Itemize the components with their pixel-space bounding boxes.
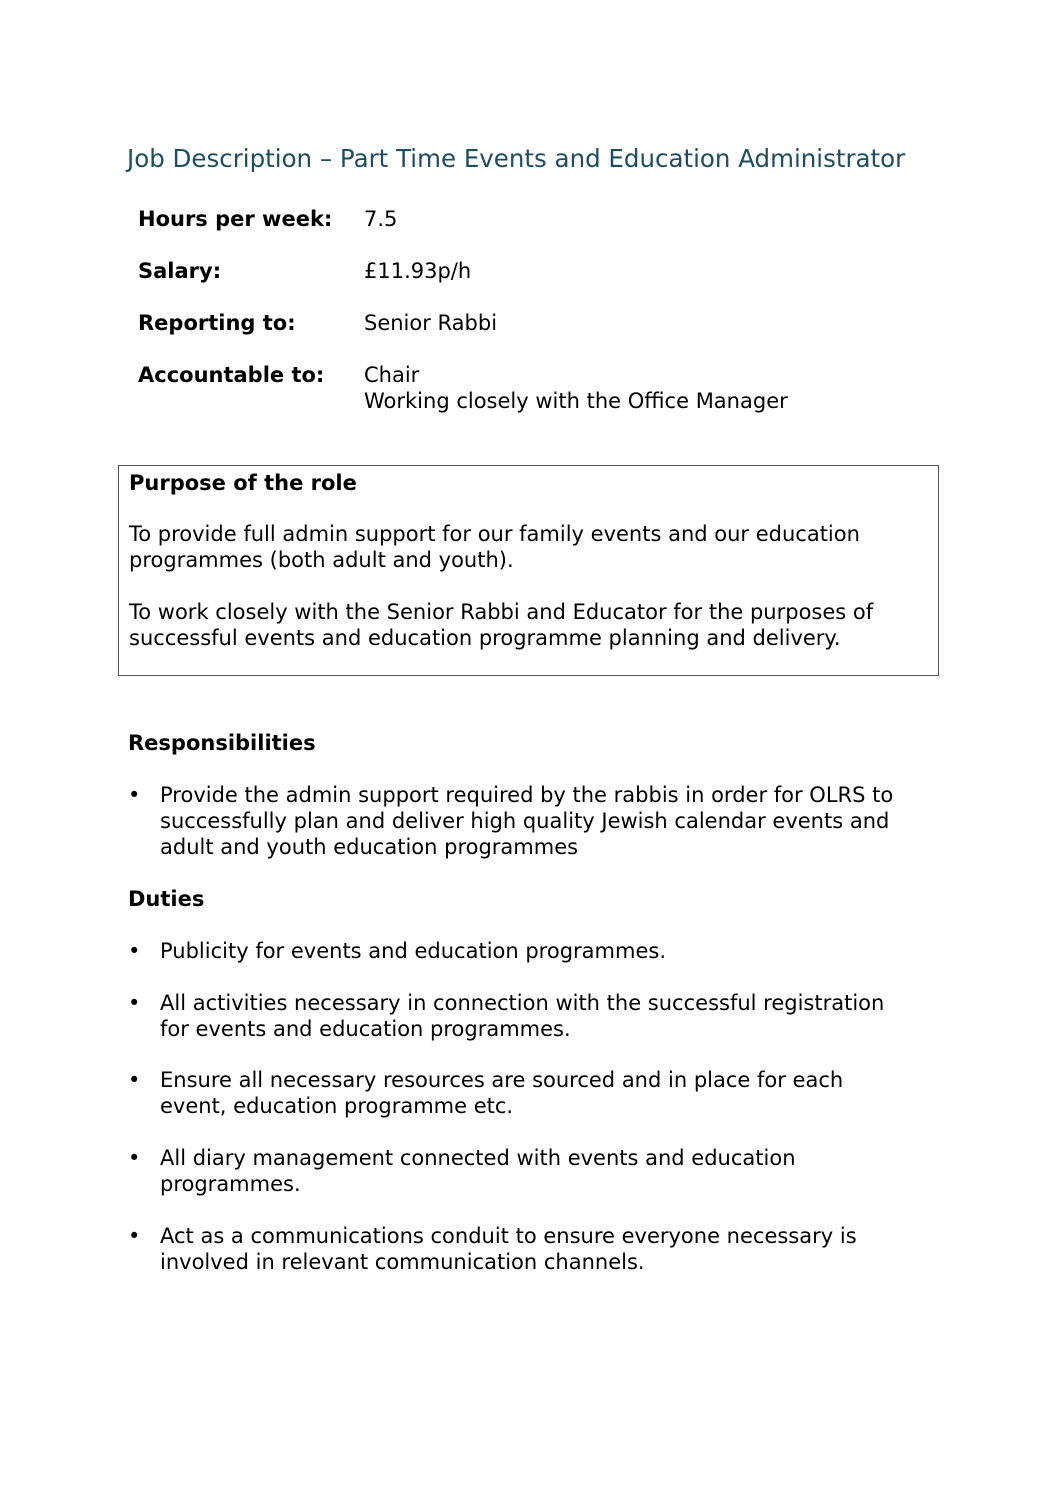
list-item-line: involved in relevant communication channels. [160, 1250, 645, 1274]
list-item-text [160, 990, 920, 1042]
list-item-line: All activities necessary in connection with the successful registration [160, 991, 885, 1015]
list-item-line: for events and education programmes. [160, 1017, 571, 1041]
list-item-line: Publicity for events and education programmes. [160, 939, 666, 963]
info-value-line: Chair [364, 363, 420, 387]
purpose-paragraph [129, 599, 929, 651]
paragraph-line: programmes (both adult and youth). [129, 548, 514, 572]
list-item-line: Ensure all necessary resources are sourced and in place for each [160, 1068, 844, 1092]
info-value [364, 362, 788, 414]
info-value [364, 206, 397, 232]
list-item-line: Provide the admin support required by the rabbis in order for OLRS to [160, 783, 894, 807]
purpose-box [118, 465, 939, 676]
duties-heading: Duties [128, 887, 205, 911]
list-item-line: successfully plan and deliver high quality Jewish calendar events and [160, 809, 890, 833]
list-item-line: All diary management connected with events and education [160, 1146, 796, 1170]
list-item-text [160, 1223, 920, 1275]
bullet-icon: • [128, 939, 141, 963]
page-title: Job Description – Part Time Events and Education Administrator [127, 144, 906, 173]
responsibilities-heading: Responsibilities [128, 731, 316, 755]
info-label: Hours per week: [138, 207, 333, 231]
info-value-line: Senior Rabbi [364, 311, 498, 335]
list-item-line: event, education programme etc. [160, 1094, 514, 1118]
purpose-heading: Purpose of the role [129, 471, 357, 495]
info-value [364, 310, 497, 336]
info-label: Reporting to: [138, 311, 296, 335]
paragraph-line: To provide full admin support for our family events and our education [129, 522, 860, 546]
list-item-line: Act as a communications conduit to ensure everyone necessary is [160, 1224, 857, 1248]
list-item-text [160, 938, 920, 964]
info-value-line: 7.5 [364, 207, 398, 231]
bullet-icon: • [128, 1068, 141, 1092]
list-item-text [160, 782, 920, 860]
info-value-line: £11.93p/h [364, 259, 472, 283]
list-item-text [160, 1145, 920, 1197]
info-value-line: Working closely with the Office Manager [364, 389, 788, 413]
paragraph-line: To work closely with the Senior Rabbi and Educator for the purposes of [129, 600, 874, 624]
bullet-icon: • [128, 783, 141, 807]
bullet-icon: • [128, 1224, 141, 1248]
paragraph-line: successful events and education programme planning and delivery. [129, 626, 841, 650]
info-value [364, 258, 471, 284]
bullet-icon: • [128, 1146, 141, 1170]
info-label: Salary: [138, 259, 222, 283]
list-item-text [160, 1067, 920, 1119]
list-item-line: adult and youth education programmes [160, 835, 579, 859]
info-label: Accountable to: [138, 363, 325, 387]
purpose-paragraph [129, 521, 929, 573]
bullet-icon: • [128, 991, 141, 1015]
list-item-line: programmes. [160, 1172, 301, 1196]
